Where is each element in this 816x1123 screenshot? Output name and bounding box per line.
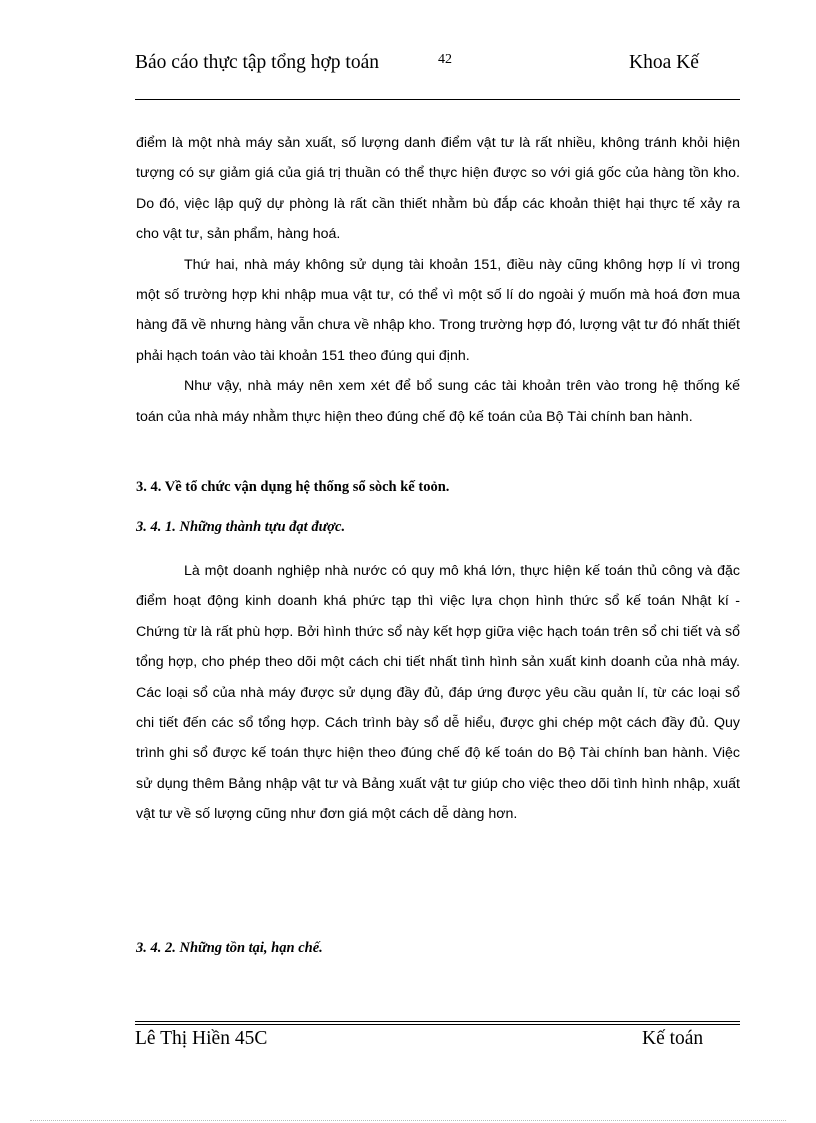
section-heading-3-4: 3. 4. Về tổ chức vận dụng hệ thống sổ sòch kế toỏn.: [136, 479, 450, 495]
footer-rule-bottom: [135, 1024, 740, 1025]
header-title: Báo cáo thực tập tổng hợp toán: [135, 52, 379, 73]
section-heading-3-4-2: 3. 4. 2. Những tồn tại, hạn chế.: [136, 940, 323, 956]
footer-rule-top: [135, 1021, 740, 1022]
header-rule: [135, 99, 740, 100]
header-faculty: Khoa Kế: [629, 52, 699, 73]
paragraph-achievements: Là một doanh nghiệp nhà nước có quy mô khá lớn, thực hiện kế toán thủ công và đặc điểm hoạt động kinh doanh khá phức tạp thì việc lựa chọn hình thức sổ kế toán Nhật kí - Chứng từ là rất phù hợp. Bởi hình thức sổ này kết hợp giữa việc hạch toán trên sổ chi tiết và sổ tổng hợp, cho phép theo dõi một cách chi tiết nhất tình hình sản xuất kinh doanh của nhà máy. Các loại sổ của nhà máy được sử dụng đầy đủ, đáp ứng được yêu cầu quản lí, từ các loại sổ chi tiết đến các sổ tổng hợp. Cách trình bày sổ dễ hiểu, được ghi chép một cách đầy đủ. Quy trình ghi sổ được kế toán thực hiện theo đúng chế độ kế toán do Bộ Tài chính ban hành. Việc sử dụng thêm Bảng nhập vật tư và Bảng xuất vật tư giúp cho việc theo dõi tình hình nhập, xuất vật tư về số lượng cũng như đơn giá một cách dễ dàng hơn.: [136, 563, 740, 823]
paragraph-account-151: Thứ hai, nhà máy không sử dụng tài khoản 151, điều này cũng không hợp lí vì trong một số trường hợp khi nhập mua vật tư, có thể vì một số lí do ngoài ý muốn mà hoá đơn mua hàng đã về nhưng hàng vẫn chưa về nhập kho. Trong trường hợp đó, lượng vật tư đó nhất thiết phải hạch toán vào tài khoản 151 theo đúng qui định.: [136, 256, 740, 364]
body-section-2: [136, 556, 740, 830]
body-section-1: [136, 128, 740, 432]
paragraph-conclusion: Như vậy, nhà máy nên xem xét để bổ sung các tài khoản trên vào trong hệ thống kế toán của nhà máy nhằm thực hiện theo đúng chế độ kế toán của Bộ Tài chính ban hành.: [136, 378, 740, 425]
paragraph-continuation: điểm là một nhà máy sản xuất, số lượng danh điểm vật tư là rất nhiều, không tránh khỏi hiện tượng có sự giảm giá của giá trị thuần có thể thực hiện được so với giá gốc của hàng tồn kho. Do đó, việc lập quỹ dự phòng là rất cần thiết nhằm bù đắp các khoản thiệt hại thực tế xảy ra cho vật tư, sản phẩm, hàng hoá.: [136, 135, 740, 243]
page-number: 42: [438, 52, 452, 67]
page-bottom-edge: [30, 1120, 786, 1121]
author-name: Lê Thị Hiền 45C: [135, 1028, 268, 1049]
footer-department: Kế toán: [642, 1028, 704, 1049]
section-heading-3-4-1: 3. 4. 1. Những thành tựu đạt được.: [136, 519, 346, 535]
